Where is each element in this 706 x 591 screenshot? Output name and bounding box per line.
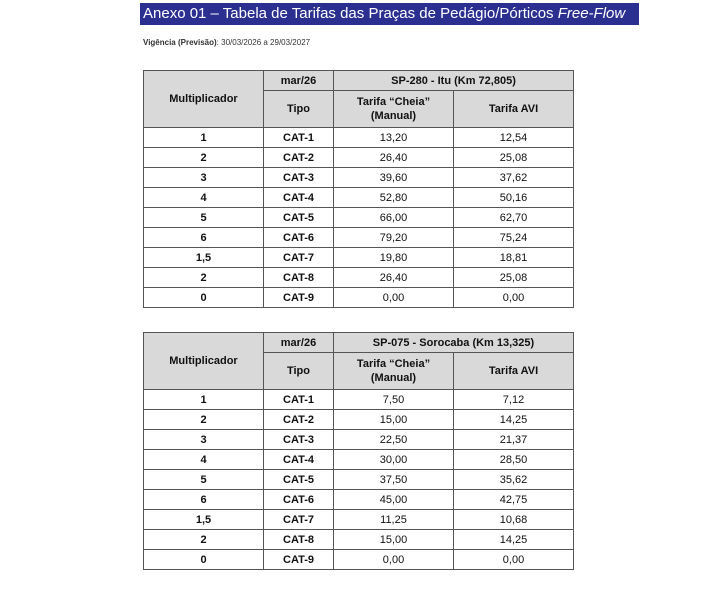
table-row [144,490,574,510]
tariff-table-sorocaba [143,332,574,570]
avi-tariff-cell: 18,81 [454,248,574,268]
multiplier-cell: 0 [144,288,264,308]
category-cell: CAT-2 [264,410,334,430]
multiplier-cell: 1 [144,390,264,410]
multiplier-cell: 1,5 [144,510,264,530]
table-row [144,128,574,148]
category-cell: CAT-5 [264,470,334,490]
avi-tariff-cell: 62,70 [454,208,574,228]
table-row [144,430,574,450]
cheia-tariff-cell: 37,50 [334,470,454,490]
cheia-tariff-cell: 30,00 [334,450,454,470]
multiplier-cell: 5 [144,208,264,228]
avi-tariff-cell: 35,62 [454,470,574,490]
multiplier-cell: 2 [144,148,264,168]
multiplier-cell: 1 [144,128,264,148]
cheia-tariff-cell: 19,80 [334,248,454,268]
cheia-tariff-cell: 52,80 [334,188,454,208]
document-title [140,3,639,25]
avi-tariff-cell: 0,00 [454,288,574,308]
avi-header: Tarifa AVI [454,91,574,128]
table-row [144,288,574,308]
cheia-header: Tarifa “Cheia” (Manual) [334,353,454,390]
table-row [144,268,574,288]
cheia-tariff-cell: 0,00 [334,288,454,308]
multiplier-cell: 2 [144,530,264,550]
avi-tariff-cell: 42,75 [454,490,574,510]
category-cell: CAT-2 [264,148,334,168]
cheia-tariff-cell: 79,20 [334,228,454,248]
table-row [144,530,574,550]
cheia-tariff-cell: 7,50 [334,390,454,410]
category-cell: CAT-9 [264,550,334,570]
avi-tariff-cell: 37,62 [454,168,574,188]
category-cell: CAT-4 [264,188,334,208]
cheia-tariff-cell: 26,40 [334,148,454,168]
multiplier-cell: 4 [144,450,264,470]
cheia-tariff-cell: 15,00 [334,410,454,430]
table-row [144,510,574,530]
cheia-tariff-cell: 26,40 [334,268,454,288]
cheia-header: Tarifa “Cheia” (Manual) [334,91,454,128]
avi-tariff-cell: 50,16 [454,188,574,208]
avi-tariff-cell: 14,25 [454,410,574,430]
avi-tariff-cell: 10,68 [454,510,574,530]
plaza-header: SP-075 - Sorocaba (Km 13,325) [334,333,574,353]
table-row [144,228,574,248]
table-row [144,148,574,168]
multiplier-cell: 3 [144,430,264,450]
table-row [144,248,574,268]
vigencia-label: Vigência (Previsão) [143,38,217,47]
tipo-header: Tipo [264,353,334,390]
cheia-tariff-cell: 0,00 [334,550,454,570]
table-row [144,208,574,228]
category-cell: CAT-3 [264,430,334,450]
category-cell: CAT-3 [264,168,334,188]
table-row [144,550,574,570]
avi-tariff-cell: 14,25 [454,530,574,550]
table-row [144,470,574,490]
cheia-tariff-cell: 66,00 [334,208,454,228]
multiplier-cell: 1,5 [144,248,264,268]
tariff-table-itu [143,70,574,308]
avi-tariff-cell: 75,24 [454,228,574,248]
title-text: Anexo 01 – Tabela de Tarifas das Praças de Pedágio/Pórticos [143,5,558,22]
category-cell: CAT-7 [264,510,334,530]
multiplier-cell: 0 [144,550,264,570]
avi-tariff-cell: 25,08 [454,148,574,168]
category-cell: CAT-4 [264,450,334,470]
category-cell: CAT-8 [264,268,334,288]
cheia-tariff-cell: 45,00 [334,490,454,510]
multiplier-cell: 3 [144,168,264,188]
category-cell: CAT-7 [264,248,334,268]
multiplier-cell: 5 [144,470,264,490]
category-cell: CAT-1 [264,390,334,410]
cheia-tariff-cell: 39,60 [334,168,454,188]
category-cell: CAT-6 [264,490,334,510]
table-body [144,128,574,308]
multiplier-cell: 2 [144,410,264,430]
avi-tariff-cell: 28,50 [454,450,574,470]
avi-tariff-cell: 7,12 [454,390,574,410]
vigencia-line [143,38,310,47]
category-cell: CAT-6 [264,228,334,248]
avi-tariff-cell: 21,37 [454,430,574,450]
month-header: mar/26 [264,71,334,91]
category-cell: CAT-5 [264,208,334,228]
vigencia-value: : 30/03/2026 a 29/03/2027 [216,38,311,47]
cheia-tariff-cell: 13,20 [334,128,454,148]
category-cell: CAT-9 [264,288,334,308]
cheia-tariff-cell: 11,25 [334,510,454,530]
title-italic: Free-Flow [557,5,626,22]
category-cell: CAT-8 [264,530,334,550]
plaza-header: SP-280 - Itu (Km 72,805) [334,71,574,91]
cheia-tariff-cell: 15,00 [334,530,454,550]
avi-tariff-cell: 12,54 [454,128,574,148]
table-row [144,450,574,470]
tipo-header: Tipo [264,91,334,128]
cheia-tariff-cell: 22,50 [334,430,454,450]
category-cell: CAT-1 [264,128,334,148]
table-row [144,168,574,188]
table-row [144,410,574,430]
table-row [144,390,574,410]
multiplier-header: Multiplicador [144,71,264,128]
month-header: mar/26 [264,333,334,353]
table-body [144,390,574,570]
avi-header: Tarifa AVI [454,353,574,390]
multiplier-cell: 6 [144,490,264,510]
avi-tariff-cell: 0,00 [454,550,574,570]
avi-tariff-cell: 25,08 [454,268,574,288]
table-row [144,188,574,208]
multiplier-cell: 6 [144,228,264,248]
multiplier-header: Multiplicador [144,333,264,390]
multiplier-cell: 2 [144,268,264,288]
multiplier-cell: 4 [144,188,264,208]
